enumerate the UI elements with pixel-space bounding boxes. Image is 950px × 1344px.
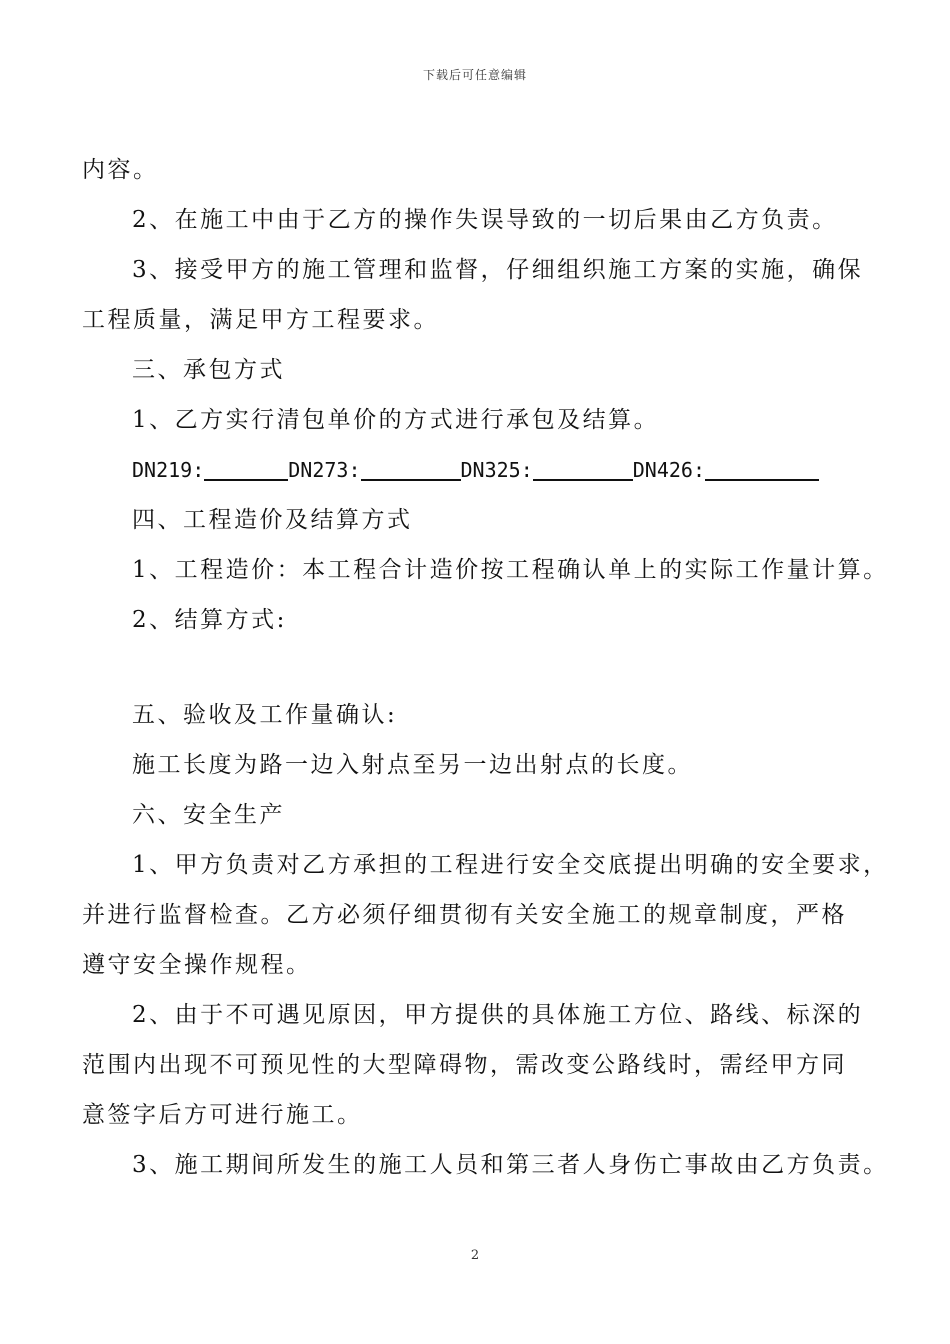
paragraph-line: 意签字后方可进行施工。 (82, 1102, 363, 1128)
paragraph-line: 遵守安全操作规程。 (82, 952, 312, 978)
dn-price-row (82, 450, 872, 490)
dn219-label: DN219: (132, 458, 205, 482)
section-heading: 三、承包方式 (132, 357, 285, 383)
dn273-label: DN273: (288, 458, 361, 482)
paragraph-line: 2、由于不可遇见原因，甲方提供的具体施工方位、路线、标深的 (132, 1002, 864, 1028)
dn426-blank (705, 457, 819, 481)
paragraph-line: 并进行监督检查。乙方必须仔细贯彻有关安全施工的规章制度，严格 (82, 902, 847, 928)
paragraph-line: 范围内出现不可预见性的大型障碍物，需改变公路线时，需经甲方同 (82, 1052, 847, 1078)
paragraph-line: 工程质量，满足甲方工程要求。 (82, 307, 439, 333)
document-body (82, 150, 889, 1195)
page-number: 2 (470, 1248, 480, 1263)
paragraph-line: 1、甲方负责对乙方承担的工程进行安全交底提出明确的安全要求， (132, 852, 889, 878)
paragraph-line: 1、工程造价：本工程合计造价按工程确认单上的实际工作量计算。 (132, 557, 889, 583)
paragraph-line: 3、接受甲方的施工管理和监督，仔细组织施工方案的实施，确保 (132, 257, 864, 283)
dn325-blank (533, 457, 633, 481)
dn219-blank (204, 457, 288, 481)
paragraph-line: 3、施工期间所发生的施工人员和第三者人身伤亡事故由乙方负责。 (132, 1152, 889, 1178)
section-heading: 四、工程造价及结算方式 (132, 507, 413, 533)
section-heading: 六、安全生产 (132, 802, 285, 828)
paragraph-line: 1、乙方实行清包单价的方式进行承包及结算。 (132, 407, 660, 433)
paragraph-line: 施工长度为路一边入射点至另一边出射点的长度。 (132, 752, 693, 778)
paragraph-line: 2、在施工中由于乙方的操作失误导致的一切后果由乙方负责。 (132, 207, 838, 233)
paragraph-line: 内容。 (82, 157, 159, 183)
blank-space (82, 650, 872, 695)
paragraph-line: 2、结算方式: (132, 607, 287, 633)
dn426-label: DN426: (632, 458, 705, 482)
page-header: 下载后可任意编辑 (422, 68, 527, 82)
dn325-label: DN325: (460, 458, 533, 482)
section-heading: 五、验收及工作量确认: (132, 702, 398, 728)
dn273-blank (361, 457, 461, 481)
